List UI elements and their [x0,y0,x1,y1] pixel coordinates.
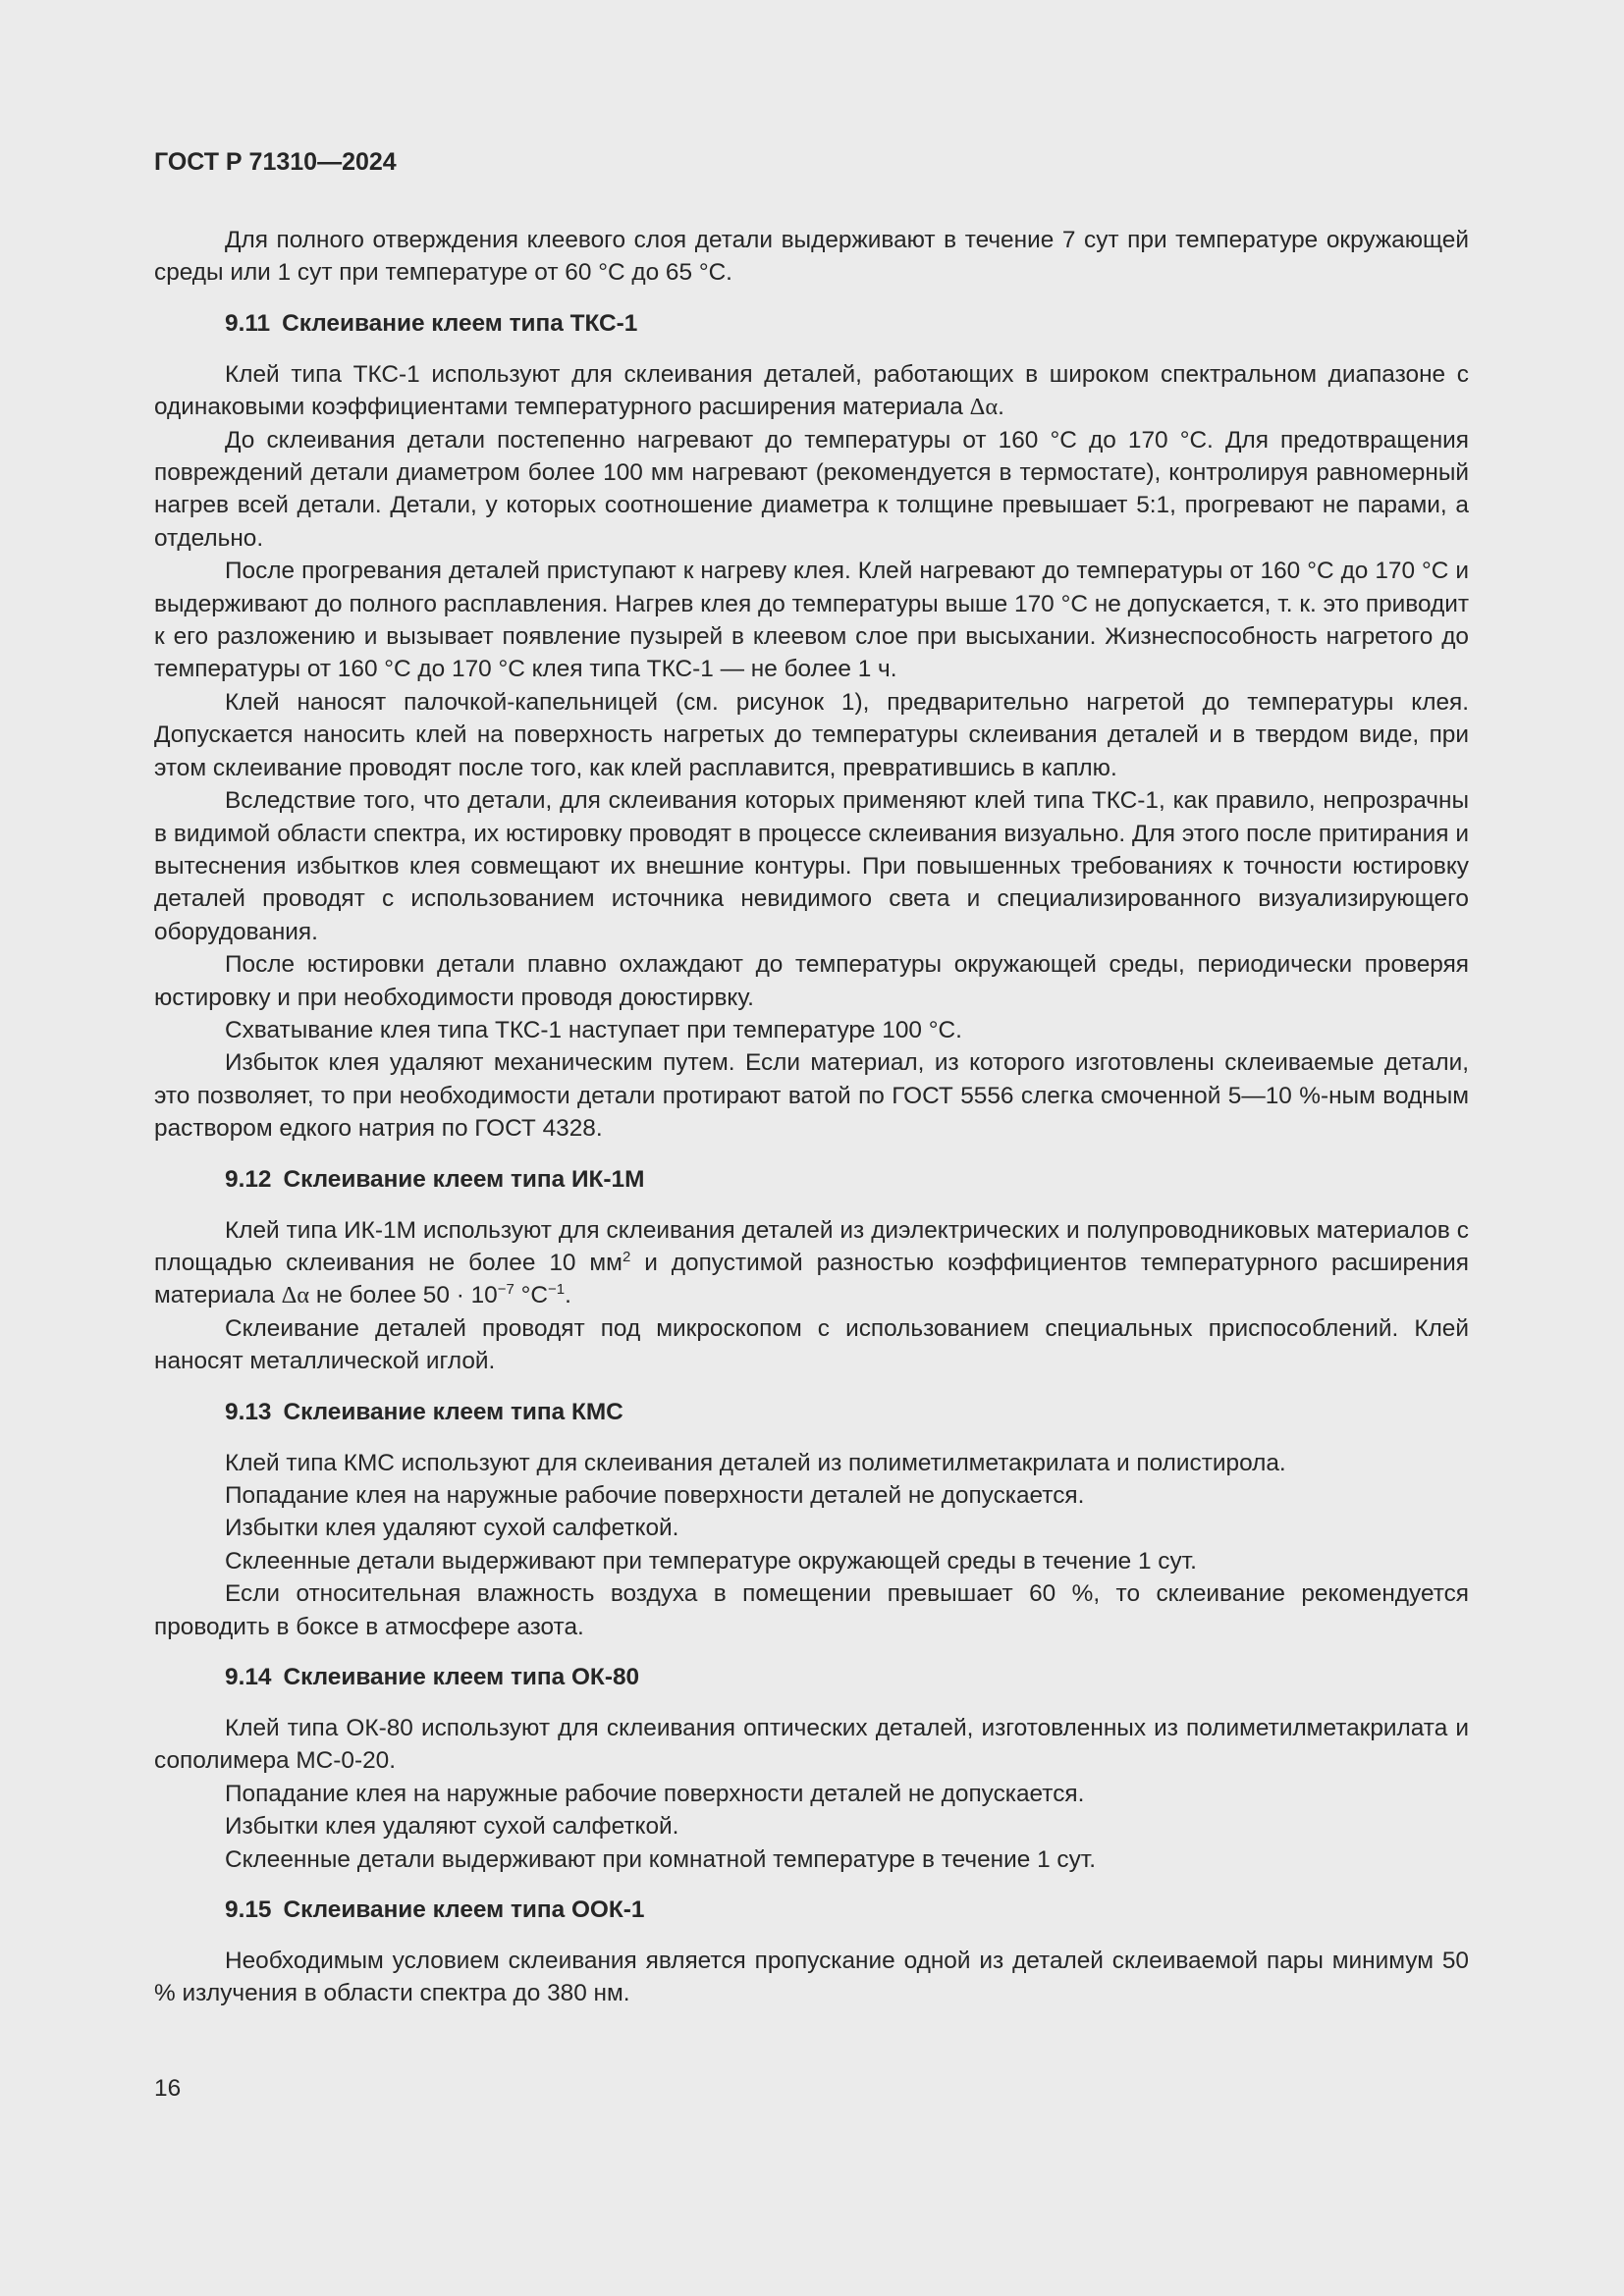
section-heading-9-14 [154,1663,1469,1692]
paragraph [154,1214,1469,1312]
delta-alpha-symbol: Δα [969,394,999,421]
paragraph: Клей типа ОК-80 используют для склеивания оптических деталей, изготовленных из полиметилметакрилата и сополимера МС-0-20. [154,1715,1469,1775]
paragraph: Для полного отверждения клеевого слоя детали выдерживают в течение 7 сут при температуре окружающей среды или 1 сут при температуре от 60 °С до 65 °С. [154,227,1469,287]
paragraph: После прогревания деталей приступают к нагреву клея. Клей нагревают до температуры от 160 °С до 170 °С и выдерживают до полного расплавления. Нагрев клея до температуры выше 170 °С не допускается, т. к. это приводит к его разложению и вызывает появление пузырей в клеевом слое при высыхании. Жизнеспособность нагретого до температуры от 160 °С до 170 °С клея типа ТКС-1 — не более 1 ч. [154,558,1469,683]
page-number: 16 [154,2075,182,2102]
text-run: °С [514,1282,548,1309]
paragraph: Клей наносят палочкой-капельницей (см. рисунок 1), предварительно нагретой до температуры клея. Допускается наносить клей на поверхность нагретых до температуры склеивания деталей и в твердом виде, при этом склеивание проводят после того, как клей расплавится, превратившись в каплю. [154,688,1469,781]
paragraph: После юстировки детали плавно охлаждают до температуры окружающей среды, периодически проверяя юстировку и при необходимости проводя доюстирвку. [154,951,1469,1011]
paragraph: Избыток клея удаляют механическим путем. Если материал, из которого изготовлены склеиваемые детали, это позволяет, то при необходимости детали протирают ватой по ГОСТ 5556 слегка смоченной 5—10 %-ным водным раствором едкого натрия по ГОСТ 4328. [154,1049,1469,1143]
paragraph [154,358,1469,424]
paragraph: Вследствие того, что детали, для склеивания которых применяют клей типа ТКС-1, как правило, непрозрачны в видимой области спектра, их юстировку проводят в процессе склеивания визуально. Для этого после притирания и вытеснения избытков клея совмещают их внешние контуры. При повышенных требованиях к точности юстировку деталей проводят с использованием источника невидимого света и специализированного визуализирующего оборудования. [154,787,1469,945]
paragraph: Попадание клея на наружные рабочие поверхности деталей не допускается. [225,1482,1085,1509]
text-run: . [998,394,1004,421]
text-run: Клей типа ТКС-1 используют для склеивания деталей, работающих в широком спектральном диапазоне с одинаковыми коэффициентами температурного расширения материала [154,360,1469,421]
section-number: 9.11 [225,309,271,337]
paragraph: Склеивание деталей проводят под микроскопом с использованием специальных приспособлений. Клей наносят металлической иглой. [154,1314,1469,1375]
section-number: 9.13 [225,1398,272,1425]
text-run: не более 50 · 10 [309,1282,498,1309]
text-run: . [565,1282,571,1309]
section-title: Склеивание клеем типа ОК-80 [283,1664,640,1691]
page-body [154,224,1469,2010]
text-run: и допустимой разностью коэффициентов температурного расширения материала [154,1249,1469,1309]
paragraph: Клей типа КМС используют для склеивания деталей из полиметилметакрилата и полистирола. [225,1449,1286,1476]
section-number: 9.15 [225,1896,272,1924]
paragraph: Если относительная влажность воздуха в помещении превышает 60 %, то склеивание рекомендуется проводить в боксе в атмосфере азота. [154,1580,1469,1640]
section-title: Склеивание клеем типа ТКС-1 [282,309,638,337]
paragraph: Схватывание клея типа ТКС-1 наступает при температуре 100 °С. [225,1016,962,1043]
paragraph: До склеивания детали постепенно нагревают до температуры от 160 °С до 170 °С. Для предотвращения повреждений детали диаметром более 100 мм нагревают (рекомендуется в термостате), контролируя равномерный нагрев всей детали. Детали, у которых соотношение диаметра к толщине превышает 5:1, прогревают не парами, а отдельно. [154,426,1469,552]
paragraph: Склеенные детали выдерживают при температуре окружающей среды в течение 1 сут. [225,1547,1197,1575]
section-title: Склеивание клеем типа ИК-1М [283,1165,645,1193]
paragraph: Избытки клея удаляют сухой салфеткой. [225,1813,679,1841]
section-number: 9.12 [225,1165,272,1193]
section-title: Склеивание клеем типа КМС [283,1398,623,1425]
section-title: Склеивание клеем типа ООК-1 [283,1896,645,1924]
delta-alpha-symbol: Δα [281,1282,310,1309]
section-heading-9-13 [154,1398,1469,1427]
section-number: 9.14 [225,1664,272,1691]
text-run: Клей типа ИК-1М используют для склеивания деталей из диэлектрических и полупроводниковых материалов с площадью склеивания не более 10 мм [154,1216,1469,1276]
section-heading-9-12 [154,1165,1469,1195]
paragraph: Избытки клея удаляют сухой салфеткой. [225,1515,679,1542]
paragraph: Склеенные детали выдерживают при комнатной температуре в течение 1 сут. [225,1845,1097,1873]
paragraph: Необходимым условием склеивания является пропускание одной из деталей склеиваемой пары минимум 50 % излучения в области спектра до 380 нм. [154,1948,1469,2007]
superscript: −7 [497,1281,514,1299]
superscript: −1 [548,1281,566,1299]
section-heading-9-11 [154,309,1469,339]
paragraph: Попадание клея на наружные рабочие поверхности деталей не допускается. [225,1780,1085,1807]
superscript: 2 [622,1248,631,1265]
document-id-header: ГОСТ Р 71310—2024 [154,148,397,176]
section-heading-9-15 [154,1896,1469,1925]
